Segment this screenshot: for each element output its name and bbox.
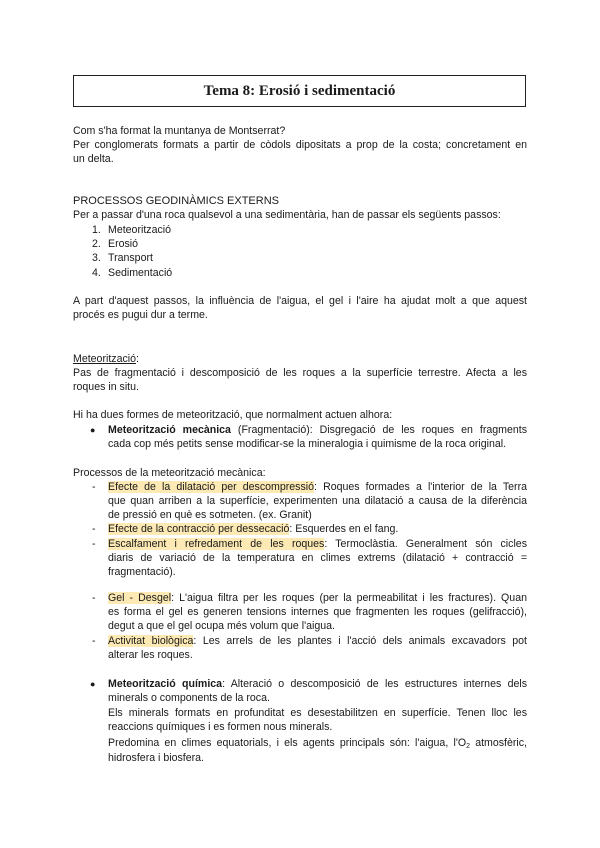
process-biologica-line2: alterar les roques. <box>108 649 193 661</box>
process-contraccio-line1 <box>108 523 398 536</box>
process-biologica-line1 <box>108 635 527 648</box>
line-rest: : Termoclàstia. Generalment són cicles <box>324 538 527 550</box>
process-dilatacio-line2: que quan arriben a la superfície, experimenten una dilatació a causa de la diferència <box>108 495 527 507</box>
dash: - <box>92 481 96 493</box>
process-gel-line2: es forma el gel es generen tensions internes que fragmenten les roques (gelifracció), <box>108 606 527 618</box>
chem-line5 <box>108 737 527 750</box>
dash: - <box>92 523 96 535</box>
chem-line5-a: Predomina en climes equatorials, i els agents principals són: l'aigua, l'O <box>108 737 467 749</box>
chem-line3: Els minerals formats en profunditat es desestabilitzen en superfície. Tenen lloc les <box>108 707 527 719</box>
heading-text: Meteorització <box>73 353 136 365</box>
chem-line6: hidrosfera i biosfera. <box>108 752 204 764</box>
chem-subscript: 2 <box>466 743 470 750</box>
section-heading-meteoritzacio <box>73 353 139 366</box>
mech-line1-rest: (Fragmentació): Disgregació de les roques en fragments <box>230 424 527 436</box>
highlight-term: Activitat biològica <box>108 635 194 647</box>
process-escalfament-line2: diaris de variació de la temperatura en climes extrems (dilatació + contracció = <box>108 552 527 564</box>
processes-intro: Per a passar d'una roca qualsevol a una sedimentària, han de passar els següents passos: <box>73 209 501 221</box>
step-label: Transport <box>108 252 153 264</box>
processes-note-line2: procés es pugui dur a terme. <box>73 309 208 321</box>
highlight-term: Gel - Desgel <box>108 592 172 604</box>
dash: - <box>92 538 96 550</box>
step-label: Meteorització <box>108 224 171 236</box>
step-number: 4. <box>92 267 101 279</box>
mech-line2: cada cop més petits sense modificar-se la mineralogia i quimisme de la roca original. <box>108 438 507 450</box>
meteo-def-line2: roques in situ. <box>73 381 139 393</box>
highlight-term: Efecte de la dilatació per descompressió <box>108 481 315 493</box>
chem-term: Meteorització química <box>108 678 223 690</box>
intro-answer-line2: un delta. <box>73 153 114 165</box>
mech-term: Meteorització mecànica <box>108 424 231 436</box>
line-rest: : Roques formades a l'interior de la Terra <box>314 481 527 493</box>
process-gel-line3: degut a que el gel ocupa més volum que l'aigua. <box>108 620 336 632</box>
mech-line1 <box>108 424 527 437</box>
process-dilatacio-line3: de pressió en què es sotmeten. (ex. Granit) <box>108 509 312 521</box>
step-number: 1. <box>92 224 101 236</box>
chem-line5-b: atmosfèric, <box>470 737 527 749</box>
process-escalfament-line1 <box>108 538 527 551</box>
mech-processes-heading: Processos de la meteorització mecànica: <box>73 467 266 479</box>
line-rest: : Les arrels de les plantes i l'acció dels animals excavadors pot <box>193 635 527 647</box>
chem-line1-rest: : Alteració o descomposició de les estructures internes dels <box>222 678 528 690</box>
chem-line4: reaccions químiques i es formen nous minerals. <box>108 721 333 733</box>
processes-note-line1: A part d'aquest passos, la influència de l'aigua, el gel i l'aire ha ajudat molt a que aquest <box>73 295 527 307</box>
processes-heading: PROCESSOS GEODINÀMICS EXTERNS <box>73 195 279 207</box>
process-gel-line1 <box>108 592 527 605</box>
chem-line1 <box>108 678 527 691</box>
process-dilatacio-line1 <box>108 481 527 494</box>
step-label: Sedimentació <box>108 267 173 279</box>
heading-colon: : <box>136 353 139 365</box>
page-title: Tema 8: Erosió i sedimentació <box>73 75 526 107</box>
highlight-term: Efecte de la contracció per dessecació <box>108 523 290 535</box>
meteo-forms-intro: Hi ha dues formes de meteorització, que normalment actuen alhora: <box>73 409 393 421</box>
highlight-term: Escalfament i refredament de les roques <box>108 538 325 550</box>
dash: - <box>92 592 96 604</box>
line-rest: : L'aigua filtra per les roques (per la permeabilitat i les fractures). Quan <box>171 592 527 604</box>
intro-answer-line1: Per conglomerats formats a partir de còdols dipositats a prop de la costa; concretament en <box>73 139 527 151</box>
bullet: ● <box>90 425 96 435</box>
bullet: ● <box>90 679 96 689</box>
step-label: Erosió <box>108 238 139 250</box>
step-number: 2. <box>92 238 101 250</box>
step-number: 3. <box>92 252 101 264</box>
chem-line2: minerals o components de la roca. <box>108 692 270 704</box>
meteo-def-line1: Pas de fragmentació i descomposició de les roques a la superfície terrestre. Afecta a les <box>73 367 527 379</box>
line-rest: : Esquerdes en el fang. <box>289 523 399 535</box>
intro-question: Com s'ha format la muntanya de Montserrat? <box>73 125 286 137</box>
dash: - <box>92 635 96 647</box>
process-escalfament-line3: fragmentació). <box>108 566 176 578</box>
